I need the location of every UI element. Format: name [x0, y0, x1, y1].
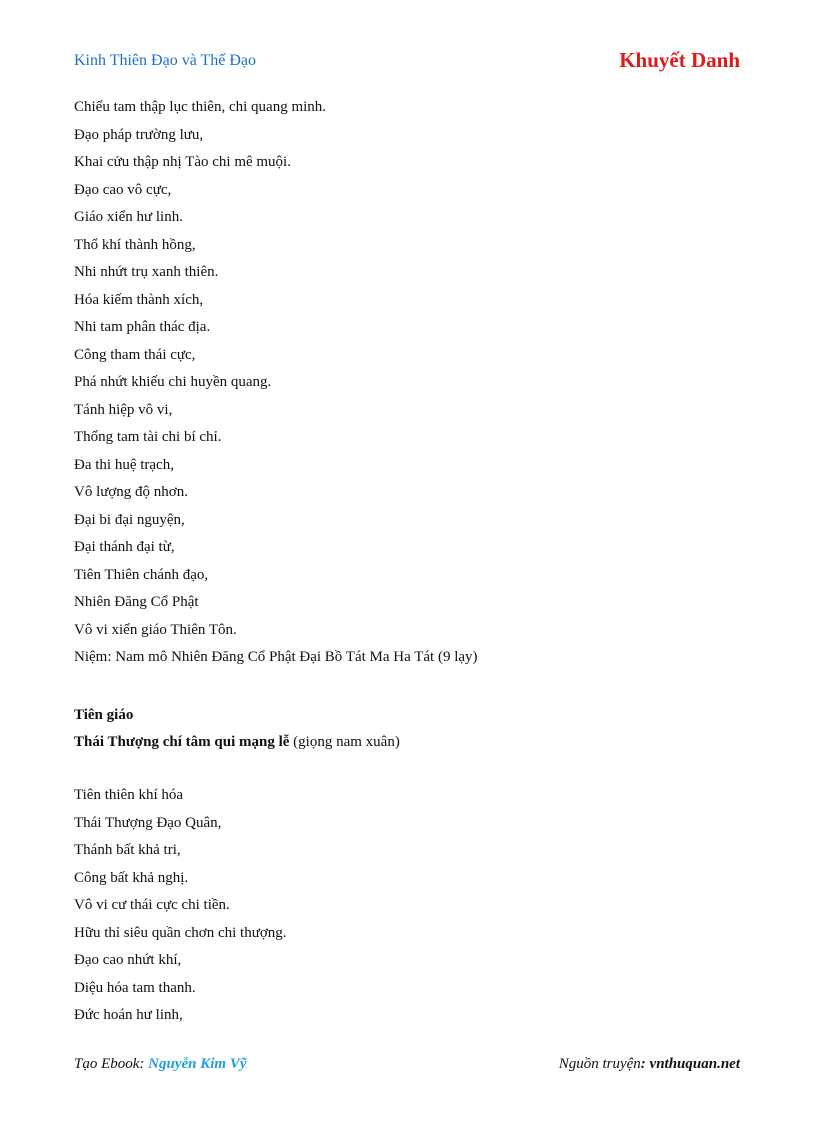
verse-line: Phá nhứt khiếu chi huyền quang. [74, 374, 272, 390]
verse-block-1 [74, 94, 478, 672]
verse-line: Diệu hóa tam thanh. [74, 979, 196, 996]
footer-maker-name: Nguyễn Kim Vỹ [148, 1056, 247, 1072]
footer-maker-label: Tạo Ebook [74, 1056, 140, 1072]
verse-line: Công tham thái cực, [74, 346, 196, 363]
verse-line: Nhiên Đăng Cổ Phật [74, 594, 199, 610]
footer-ebook-credit [74, 1056, 247, 1073]
verse-line: Tánh hiệp vô vi, [74, 401, 173, 418]
verse-line: Hữu thỉ siêu quần chơn chi thượng. [74, 924, 287, 941]
footer-source-site[interactable]: vnthuquan.net [649, 1056, 740, 1072]
verse-line: Tiên Thiên chánh đạo, [74, 566, 209, 583]
document-title: Kinh Thiên Đạo và Thế Đạo [74, 52, 257, 69]
verse-line: Vô vi cư thái cực chi tiền. [74, 897, 230, 913]
verse-line: Đa thi huệ trạch, [74, 456, 174, 473]
footer-maker-sep: : [139, 1056, 149, 1072]
section-subheading [74, 729, 400, 756]
verse-line: Đạo pháp trường lưu, [74, 126, 204, 143]
verse-line: Chiếu tam thập lục thiên, chi quang minh. [74, 99, 327, 115]
verse-line: Đức hoán hư linh, [74, 1007, 183, 1023]
subheading-bold: Thái Thượng chí tâm qui mạng lễ [74, 734, 290, 750]
verse-line: Hóa kiếm thành xích, [74, 291, 204, 308]
verse-line: Thánh bất khả tri, [74, 842, 181, 858]
footer-source [559, 1056, 740, 1073]
subheading-note: (giọng nam xuân) [289, 734, 400, 750]
verse-line: Đại bi đại nguyện, [74, 511, 185, 528]
verse-line: Vô vi xiển giáo Thiên Tôn. [74, 621, 237, 638]
footer-source-label: Nguồn truyện [558, 1056, 641, 1072]
verse-line: Khai cửu thập nhị Tào chi mê muội. [74, 154, 291, 170]
verse-line: Tiên thiên khí hóa [74, 787, 184, 803]
verse-line: Nhi tam phân thác địa. [74, 319, 211, 335]
footer-source-sep: : [640, 1056, 650, 1072]
verse-line: Niệm: Nam mô Nhiên Đăng Cổ Phật Đại Bồ Tát Ma Ha Tát (9 lạy) [74, 649, 478, 665]
section-header [74, 702, 400, 756]
verse-line: Thống tam tài chi bí chỉ. [74, 429, 222, 445]
section-heading: Tiên giáo [74, 707, 134, 723]
verse-line: Thái Thượng Đạo Quân, [74, 814, 222, 831]
verse-line: Giáo xiển hư linh. [74, 209, 183, 225]
verse-block-2 [74, 782, 287, 1030]
verse-line: Đạo cao vô cực, [74, 181, 172, 198]
verse-line: Đạo cao nhứt khí, [74, 952, 182, 968]
verse-line: Nhi nhứt trụ xanh thiên. [74, 264, 219, 280]
verse-line: Vô lượng độ nhơn. [74, 484, 188, 500]
verse-line: Đại thánh đại từ, [74, 539, 175, 555]
verse-line: Thổ khí thành hồng, [74, 236, 196, 253]
verse-line: Công bất khả nghị. [74, 869, 189, 886]
document-author: Khuyết Danh [619, 48, 740, 72]
